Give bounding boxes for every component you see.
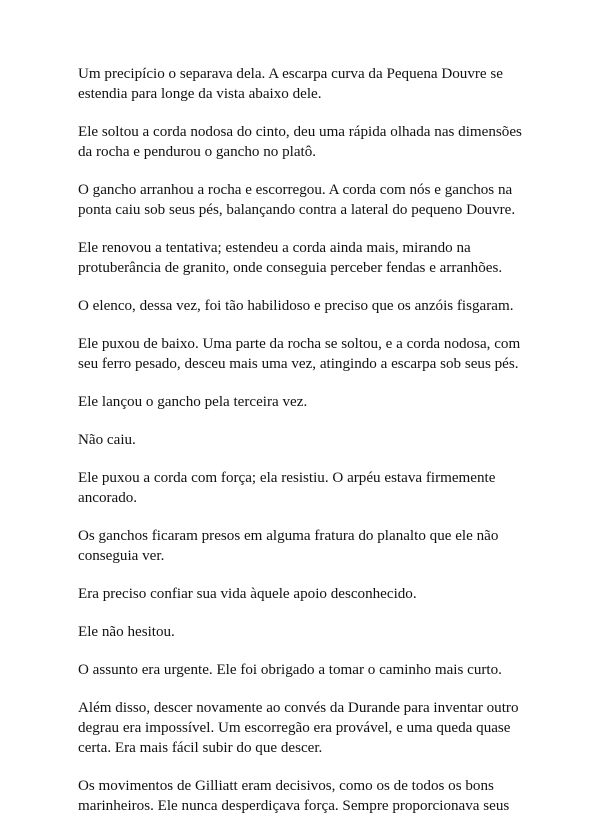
paragraph-8: Não caiu. xyxy=(78,432,136,448)
paragraph-2: Ele soltou a corda nodosa do cinto, deu uma rápida olhada nas dimensões da rocha e pendurou o gancho no platô. xyxy=(78,124,522,160)
paragraph-4: Ele renovou a tentativa; estendeu a corda ainda mais, mirando na protuberância de granito, onde conseguia perceber fendas e arranhões. xyxy=(78,240,503,276)
paragraph-6: Ele puxou de baixo. Uma parte da rocha se soltou, e a corda nodosa, com seu ferro pesado, desceu mais uma vez, atingindo a escarpa sob seus pés. xyxy=(78,336,521,372)
paragraph-13: O assunto era urgente. Ele foi obrigado a tomar o caminho mais curto. xyxy=(78,662,502,678)
paragraph-1: Um precipício o separava dela. A escarpa curva da Pequena Douvre se estendia para longe da vista abaixo dele. xyxy=(78,66,503,102)
paragraph-10: Os ganchos ficaram presos em alguma fratura do planalto que ele não conseguia ver. xyxy=(78,528,499,564)
paragraph-7: Ele lançou o gancho pela terceira vez. xyxy=(78,394,308,410)
paragraph-11: Era preciso confiar sua vida àquele apoio desconhecido. xyxy=(78,586,417,602)
paragraph-12: Ele não hesitou. xyxy=(78,624,175,640)
paragraph-3: O gancho arranhou a rocha e escorregou. A corda com nós e ganchos na ponta caiu sob seus pés, balançando contra a lateral do pequeno Douvre. xyxy=(78,182,516,218)
paragraph-5: O elenco, dessa vez, foi tão habilidoso e preciso que os anzóis fisgaram. xyxy=(78,298,514,314)
paragraph-9: Ele puxou a corda com força; ela resistiu. O arpéu estava firmemente ancorado. xyxy=(78,470,496,506)
paragraph-15: Os movimentos de Gilliatt eram decisivos, como os de todos os bons marinheiros. Ele nunca desperdiçava força. Sempre proporcionava seus xyxy=(78,778,510,814)
paragraph-14: Além disso, descer novamente ao convés da Durande para inventar outro degrau era impossível. Um escorregão era provável, e uma queda quase certa. Era mais fácil subir do que descer. xyxy=(78,700,519,756)
document-page xyxy=(78,64,530,834)
